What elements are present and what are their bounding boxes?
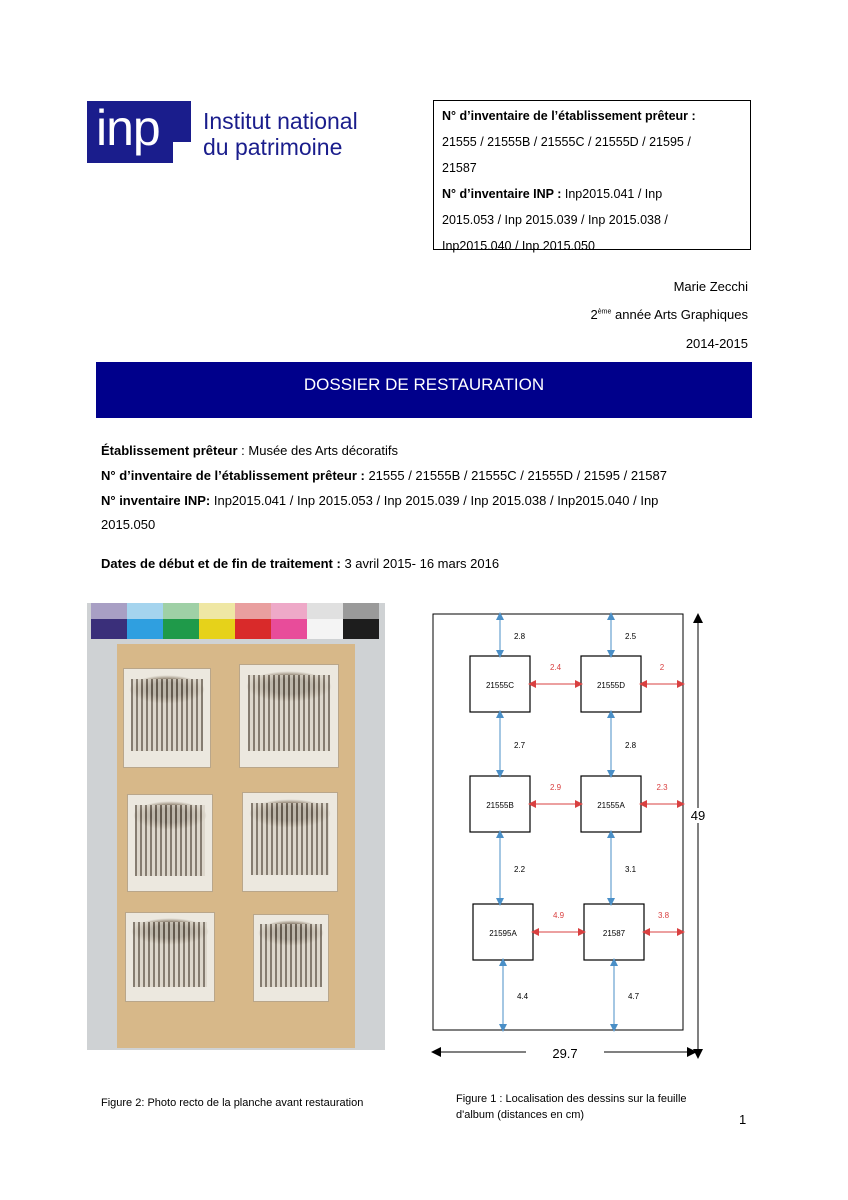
- width-label: 29.7: [552, 1046, 578, 1061]
- info-lender: [101, 443, 398, 458]
- inv-inp-line2: 2015.053 / Inp 2015.039 / Inp 2015.038 /: [442, 213, 668, 227]
- color-swatch: [235, 603, 271, 639]
- distance-label: 2.2: [514, 865, 526, 874]
- distance-label: 4.4: [517, 992, 529, 1001]
- album-sheet: [117, 644, 355, 1048]
- height-label: 49: [690, 808, 706, 823]
- logo-notch: [173, 142, 191, 164]
- distance-label: 2.7: [514, 741, 526, 750]
- engraving-21555B: [127, 794, 213, 892]
- figure-box-label: 21555B: [486, 801, 514, 810]
- lender-label: Établissement prêteur: [101, 443, 238, 458]
- distance-label: 2.3: [656, 783, 668, 792]
- engraving-21587: [253, 914, 329, 1002]
- color-swatch: [91, 603, 127, 639]
- distance-label: 2.8: [514, 632, 526, 641]
- engraving-21555A: [242, 792, 338, 892]
- distance-label: 4.9: [552, 911, 565, 920]
- logo-name: [203, 108, 358, 160]
- year-num: 2: [590, 307, 598, 322]
- color-swatch: [271, 603, 307, 639]
- figure-box-label: 21555C: [485, 681, 515, 690]
- inp-label: N° inventaire INP:: [101, 493, 211, 508]
- info-inp-line2: 2015.050: [101, 517, 156, 532]
- distance-label: 3.8: [657, 911, 670, 920]
- distance-label: 3.1: [625, 865, 637, 874]
- engraving-21555C: [123, 668, 211, 768]
- inv-lender-label: N° d’inventaire de l’établissement prêteur :: [442, 109, 696, 123]
- lender-inv-label: N° d’inventaire de l’établissement prêteur :: [101, 468, 365, 483]
- inv-lender-line1: 21555 / 21555B / 21555C / 21555D / 21595 /: [442, 135, 691, 149]
- color-swatch: [343, 603, 379, 639]
- caption-fig1: [456, 1091, 687, 1123]
- dates-value: 3 avril 2015- 16 mars 2016: [340, 556, 500, 571]
- logo-name-line2: du patrimoine: [203, 134, 343, 160]
- info-inp: [101, 493, 658, 508]
- caption-fig1-line1: Figure 1 : Localisation des dessins sur la feuille: [456, 1093, 687, 1105]
- color-swatch: [163, 603, 199, 639]
- title-banner: [96, 362, 752, 418]
- logo-name-line1: Institut national: [203, 108, 358, 134]
- distance-label: 2.5: [625, 632, 637, 641]
- inv-inp-line1: Inp2015.041 / Inp: [561, 187, 663, 201]
- info-lender-inv: [101, 468, 667, 483]
- banner-title: DOSSIER DE RESTAURATION: [303, 375, 545, 394]
- color-swatch: [307, 603, 343, 639]
- distance-label: 2.8: [625, 741, 637, 750]
- caption-fig2: Figure 2: Photo recto de la planche avant restauration: [101, 1097, 364, 1109]
- distance-label: 2.9: [549, 783, 562, 792]
- lender-inv-value: 21555 / 21555B / 21555C / 21555D / 21595 / 21587: [364, 468, 667, 483]
- color-swatch: [199, 603, 235, 639]
- caption-fig1-line2: d'album (distances en cm): [456, 1109, 585, 1121]
- figure-box-label: 21555A: [597, 801, 625, 810]
- distance-label: 2: [659, 663, 665, 672]
- engraving-21555D: [239, 664, 339, 768]
- distance-label: 2.4: [549, 663, 562, 672]
- figure-1-diagram: [430, 606, 720, 1066]
- color-swatch: [127, 603, 163, 639]
- inp-value: Inp2015.041 / Inp 2015.053 / Inp 2015.039 / Inp 2015.038 / Inp2015.040 / Inp: [210, 493, 659, 508]
- inv-inp-line3: Inp2015.040 / Inp 2015.050: [442, 239, 595, 253]
- engraving-21595A: [125, 912, 215, 1002]
- author-program: [591, 307, 748, 322]
- inv-lender-line2: 21587: [442, 161, 477, 175]
- inv-inp-label: N° d’inventaire INP :: [442, 187, 562, 201]
- author-years: 2014-2015: [685, 336, 748, 351]
- lender-value: : Musée des Arts décoratifs: [237, 443, 398, 458]
- year-sup: ème: [597, 308, 612, 316]
- dates-label: Dates de début et de fin de traitement :: [101, 556, 341, 571]
- figure-box-label: 21555D: [596, 681, 626, 690]
- logo-letters: inp: [96, 100, 160, 156]
- author-name: Marie Zecchi: [673, 279, 748, 294]
- inventory-box: [433, 100, 751, 253]
- figure-box-label: 21595A: [489, 929, 517, 938]
- program: année Arts Graphiques: [611, 307, 748, 322]
- info-dates: [101, 556, 499, 571]
- page-number: 1: [739, 1112, 747, 1127]
- figure-box-label: 21587: [602, 929, 626, 938]
- color-checker: [91, 603, 379, 639]
- distance-label: 4.7: [628, 992, 640, 1001]
